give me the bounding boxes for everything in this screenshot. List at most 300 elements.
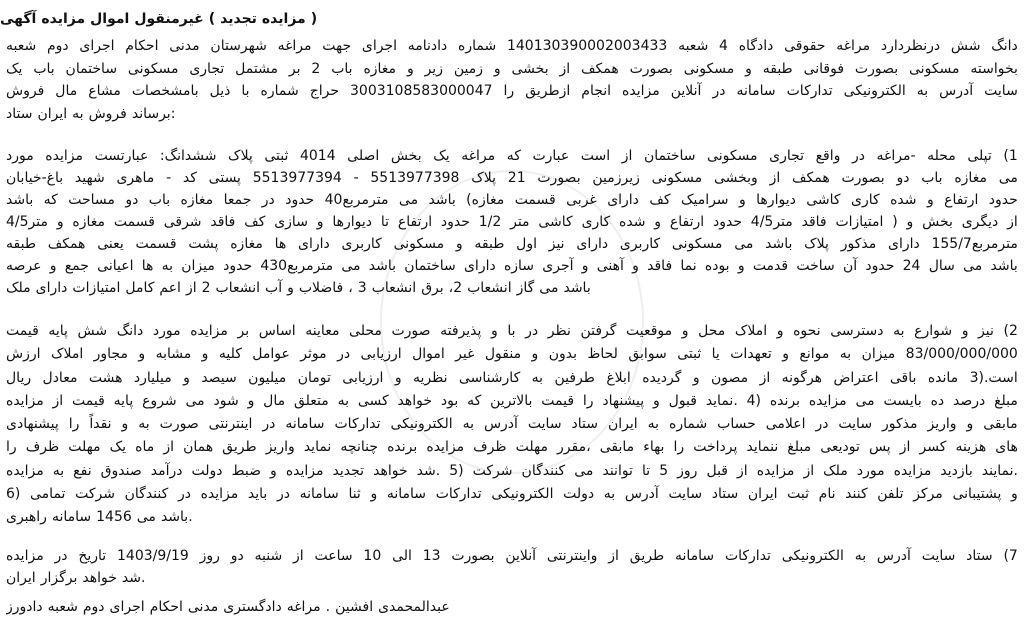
word: بود (440, 392, 459, 409)
word: و (632, 258, 639, 274)
word: اعیانی (97, 258, 134, 274)
word: امتیازات (72, 280, 121, 296)
word: باشد (6, 192, 34, 208)
word: در (525, 323, 539, 339)
word: مزایده (45, 148, 83, 164)
word: مصون (711, 369, 749, 386)
word: غربی (566, 192, 597, 208)
word: و (961, 323, 969, 339)
word: مشابه (155, 346, 192, 363)
text-line (6, 367, 1018, 390)
word: ارتفاع (397, 214, 433, 230)
word: (مغازه (466, 192, 505, 208)
word: می (855, 392, 875, 409)
word: کاری (581, 214, 611, 230)
word: ارزیابی (342, 369, 384, 386)
word: را (503, 83, 515, 99)
word: ها (274, 236, 287, 252)
word: تدارکات (724, 548, 771, 564)
word: آدرس (483, 416, 518, 433)
word: پلاک (228, 148, 253, 164)
word: نیز (548, 236, 565, 252)
word: شماره (458, 38, 497, 54)
word: قدمت (752, 258, 789, 274)
word: کامل (125, 280, 155, 296)
word: همکف (581, 60, 619, 77)
word: شعبه (47, 599, 78, 615)
text-line (6, 483, 1018, 506)
word: اموال (90, 11, 130, 27)
word: 1456 (96, 509, 132, 526)
text-line (6, 58, 1018, 81)
word: توانند (602, 462, 633, 479)
word: گرفتن (580, 323, 617, 339)
text-line (6, 233, 1018, 255)
word: کف (244, 214, 266, 230)
word: افشین (335, 599, 374, 615)
word: مانده (927, 369, 959, 386)
word: یعنی (97, 236, 124, 252)
word: مهلت (68, 439, 101, 456)
word: شده (619, 214, 646, 230)
word: مسکونی (127, 60, 179, 77)
word: نماید (303, 439, 332, 456)
word: آدرس (624, 486, 659, 503)
word: مزایده (6, 548, 44, 564)
word: صورت (159, 416, 199, 433)
word: احکام (149, 599, 183, 615)
word: بخواسته (970, 60, 1018, 77)
word: ساختمان (65, 60, 118, 77)
word: و (906, 214, 914, 230)
word: اموال (412, 346, 445, 363)
word: می (574, 462, 594, 479)
word: واینترنتی (546, 548, 598, 564)
word: باشد (428, 192, 456, 208)
word: مدنی (187, 599, 219, 615)
word: پلاک (471, 170, 497, 186)
word: ستاد (6, 105, 33, 122)
word: و (138, 346, 146, 363)
word: مراغه (461, 148, 496, 164)
word: ازطریق (525, 83, 571, 99)
word: به (337, 392, 349, 409)
word: آهنی (596, 258, 624, 274)
word: سایت (838, 416, 873, 433)
word: آگهی (0, 11, 37, 27)
word: 3 (357, 280, 367, 296)
word: و (531, 346, 539, 363)
page-title (0, 8, 1024, 30)
signature-line (6, 596, 1018, 618)
word: درصد (953, 392, 986, 409)
word: مراغه- (876, 148, 916, 164)
word: باغ-خیابان (6, 170, 64, 186)
word: کارشناسی (458, 369, 521, 386)
word: نظریه (413, 369, 448, 386)
word: به (52, 462, 65, 479)
word: ماه (135, 439, 155, 456)
word: به (916, 83, 929, 99)
word: اساس (258, 323, 296, 339)
text-line (6, 343, 1018, 366)
word: ایران (6, 570, 36, 586)
word: ثبتی (264, 148, 289, 164)
word: آدرس (876, 548, 911, 564)
word: مغازه (72, 214, 106, 230)
word: سال (928, 258, 955, 274)
word: مورد (6, 148, 34, 164)
word: پشتیبانی (952, 486, 1002, 503)
word: دادورز (6, 599, 43, 615)
word: شد. (121, 570, 146, 586)
word: عبدالمحمدی (378, 599, 450, 615)
word: ریال (6, 369, 32, 386)
word: ارزیابی (360, 346, 402, 363)
word: دارای (463, 258, 496, 274)
word: باشد (990, 258, 1018, 274)
word: تلفن (877, 486, 904, 503)
word: (2 (1003, 323, 1018, 339)
word: دارای (35, 280, 68, 296)
word: میزان (181, 258, 215, 274)
word: 1/2 (478, 214, 502, 230)
word: هرگونه (781, 369, 823, 386)
word: حدود (712, 214, 742, 230)
word: با (507, 323, 516, 339)
word: مزایده (41, 11, 86, 27)
word: مورد (152, 323, 181, 339)
word: شرکت (75, 486, 115, 503)
word: کاشی (538, 214, 573, 230)
word: مجاور (93, 346, 128, 363)
word: 4/5متر (6, 214, 48, 230)
word: به (72, 105, 84, 122)
word: تجاری (769, 148, 805, 164)
word: به (462, 416, 474, 433)
word: ارتفاع (669, 214, 705, 230)
word: بامشخصات (131, 83, 199, 99)
word: را (582, 392, 594, 409)
word: خواهد (373, 462, 408, 479)
word: سایت (668, 486, 703, 503)
word: 10 (363, 548, 382, 564)
word: اجرای (79, 38, 115, 54)
word: ظرف (25, 439, 60, 456)
word: مزایده (893, 462, 932, 479)
word: بالاترین (490, 392, 533, 409)
word: ایران (747, 486, 778, 503)
word: و (776, 323, 784, 339)
word: یک (6, 60, 23, 77)
word: سامانه (299, 486, 339, 503)
word: باقی (889, 369, 917, 386)
word: از (899, 439, 911, 456)
word: حدود (223, 258, 253, 274)
text-line (6, 413, 1018, 436)
word: کاربری (619, 236, 661, 252)
word: شماره (260, 83, 299, 99)
word: از (737, 462, 748, 479)
word: ده (930, 392, 945, 409)
word: و (183, 369, 190, 386)
word: آجری (542, 258, 574, 274)
word: ایران (37, 105, 68, 122)
word: سایت (984, 83, 1018, 99)
word: آن (842, 258, 858, 274)
word: از (803, 462, 815, 479)
word: در (337, 346, 351, 363)
word: تدارکات (435, 486, 482, 503)
word: شش (77, 323, 108, 339)
word: ،2 (448, 280, 463, 296)
word: بخشی (511, 60, 549, 77)
word: 5) (449, 462, 464, 479)
word: ستاد (711, 486, 739, 503)
word: بازدید (940, 462, 973, 479)
word: 4) (746, 392, 761, 409)
word: نیز (978, 323, 994, 339)
word: به (854, 548, 867, 564)
word: کف (649, 192, 671, 208)
word: باشد. (160, 509, 193, 526)
word: سازه (503, 258, 535, 274)
word: 6) (6, 486, 21, 503)
word: معادل (42, 369, 78, 386)
word: تپلی (967, 148, 992, 164)
word: گاز (516, 280, 535, 296)
word: در (851, 148, 865, 164)
word: متر (510, 214, 530, 230)
word: محلی (349, 323, 382, 339)
word: همان (183, 439, 214, 456)
word: و (493, 60, 501, 77)
word: جهت (322, 38, 352, 54)
word: سازی (274, 214, 308, 230)
word: پشت (188, 236, 219, 252)
word: ملک (6, 280, 31, 296)
word: یک (109, 439, 127, 456)
word: در (815, 416, 829, 433)
word: دیوارها (756, 192, 796, 208)
word: سیصد (201, 369, 237, 386)
word: و (406, 60, 414, 77)
word: واریز (265, 439, 295, 456)
word: مغازه (230, 236, 263, 252)
word: 3003108583000047 (350, 83, 493, 99)
text-line (6, 277, 1018, 299)
word: و (49, 258, 57, 274)
word: منقول (484, 346, 522, 363)
word: درنظردارد (880, 38, 941, 54)
word: به (138, 416, 150, 433)
word: طبقه (6, 236, 36, 252)
word: پرداخت (693, 439, 738, 456)
word: مبلغ (994, 392, 1018, 409)
word: صندوق (100, 462, 142, 479)
word: مغازه (954, 170, 987, 186)
word: پستی (208, 170, 241, 186)
word: کاشی (806, 192, 841, 208)
word: مسکونی (671, 236, 723, 252)
word: قسمت (514, 192, 556, 208)
word: و (394, 369, 402, 386)
word: دولت (191, 462, 223, 479)
text-line (6, 545, 1018, 567)
word: باب (331, 60, 353, 77)
word: واقع (815, 148, 841, 164)
word: برق (421, 280, 444, 296)
word: در (712, 83, 726, 99)
word: دانگ (991, 38, 1018, 54)
word: ساختمان (643, 148, 696, 164)
word: موانع (799, 346, 830, 363)
word: می (539, 280, 559, 296)
word: می (734, 236, 754, 252)
word: و (737, 258, 745, 274)
intro-paragraph (6, 35, 1018, 125)
word: طرفین (554, 369, 595, 386)
word: از (163, 439, 174, 456)
word: از (608, 548, 619, 564)
word: از (293, 548, 304, 564)
word: فاقد (647, 258, 673, 274)
text-line (6, 320, 1018, 343)
word: واریز (927, 416, 957, 433)
word: و (455, 236, 463, 252)
word: مراغه (286, 599, 321, 615)
word: غیر (455, 346, 475, 363)
word: بهاء (643, 439, 665, 456)
word: و (738, 192, 746, 208)
word: و (745, 60, 752, 77)
word: تجدید (220, 11, 257, 27)
price-terms-paragraph (6, 320, 1018, 530)
word: فاقد (801, 214, 827, 230)
word: کد (182, 170, 197, 186)
word: ساعت (314, 548, 353, 564)
word: تاریخ (78, 548, 107, 564)
word: بصورت (629, 60, 673, 77)
word: عوامل (252, 346, 290, 363)
word: همکف (792, 170, 830, 186)
word: گردیده (642, 369, 682, 386)
word: و (56, 214, 64, 230)
word: تومان (297, 369, 331, 386)
word: و (681, 323, 689, 339)
word: باشد (368, 258, 396, 274)
word: فاضلاب (298, 280, 344, 296)
word: باشد (765, 236, 793, 252)
word: به (893, 323, 905, 339)
word: ) (892, 214, 898, 230)
word: معاینه (305, 323, 340, 339)
word: ثبتی (677, 346, 702, 363)
word: است.(3 (969, 369, 1018, 386)
word: شده (890, 192, 917, 208)
text-line (6, 103, 1018, 126)
word: دانگ (116, 323, 144, 339)
word: از (621, 148, 633, 164)
word: میلیون (248, 369, 287, 386)
word: شوارع (914, 323, 953, 339)
word: آب (265, 280, 283, 296)
word: ظرف (473, 439, 507, 456)
word: دارای (887, 236, 920, 252)
word: وبخشی (713, 170, 758, 186)
word: دیوارها (332, 214, 373, 230)
word: مذکور (840, 236, 877, 252)
word: تا (380, 214, 390, 230)
word: اول (516, 236, 537, 252)
word: ، (348, 280, 353, 296)
word: شروع (142, 392, 177, 409)
word: ضبط (231, 462, 261, 479)
word: بر (237, 323, 250, 339)
word: قبل (706, 462, 729, 479)
word: (7 (1003, 548, 1018, 564)
word: جمعا (223, 192, 252, 208)
word: زیرزمین (592, 170, 640, 186)
text-line (6, 460, 1018, 483)
word: حدود (285, 192, 315, 208)
word: می (136, 509, 156, 526)
word: حدود (865, 258, 895, 274)
word: تعهدات (730, 346, 772, 363)
word: ( (208, 11, 216, 27)
word: اعلامی (765, 416, 806, 433)
word: 5513977398 (370, 170, 460, 186)
word: و (654, 214, 662, 230)
word: الی (392, 548, 412, 564)
word: مابقی (983, 416, 1018, 433)
word: نماید. (705, 392, 738, 409)
word: طریق (629, 548, 665, 564)
word: 4014 (299, 148, 336, 164)
word: مزایده (6, 392, 44, 409)
word: آنلاین (670, 83, 702, 99)
word: 4 (719, 38, 728, 54)
word: آدرس (939, 83, 974, 99)
word: عبارت (532, 148, 570, 164)
word: مابقی (599, 439, 635, 456)
word: ها (141, 258, 154, 274)
word: دادگستری (223, 599, 282, 615)
word: میزان (861, 346, 896, 363)
word: شد. (416, 462, 441, 479)
word: (1 (1003, 148, 1018, 164)
word: ابلاغ (606, 369, 631, 386)
word: مال (263, 392, 286, 409)
word: صورت (391, 323, 431, 339)
word: لحاظ (587, 346, 618, 363)
word: پیشنهاد (602, 392, 645, 409)
word: کنندگان (124, 486, 169, 503)
word: نمایند. (981, 462, 1018, 479)
word: کنندگان (521, 462, 566, 479)
word: بصورت (537, 170, 581, 186)
word: مغازه (363, 60, 397, 77)
word: و (653, 392, 660, 409)
word: قیمت (72, 392, 105, 409)
word: حدود (440, 214, 470, 230)
word: قسمت (135, 236, 177, 252)
word: چنانچه (340, 439, 379, 456)
word: روز (677, 462, 698, 479)
word: مورد (856, 462, 885, 479)
word: های (995, 439, 1018, 456)
word: 155/7مترمربع (931, 236, 1018, 252)
